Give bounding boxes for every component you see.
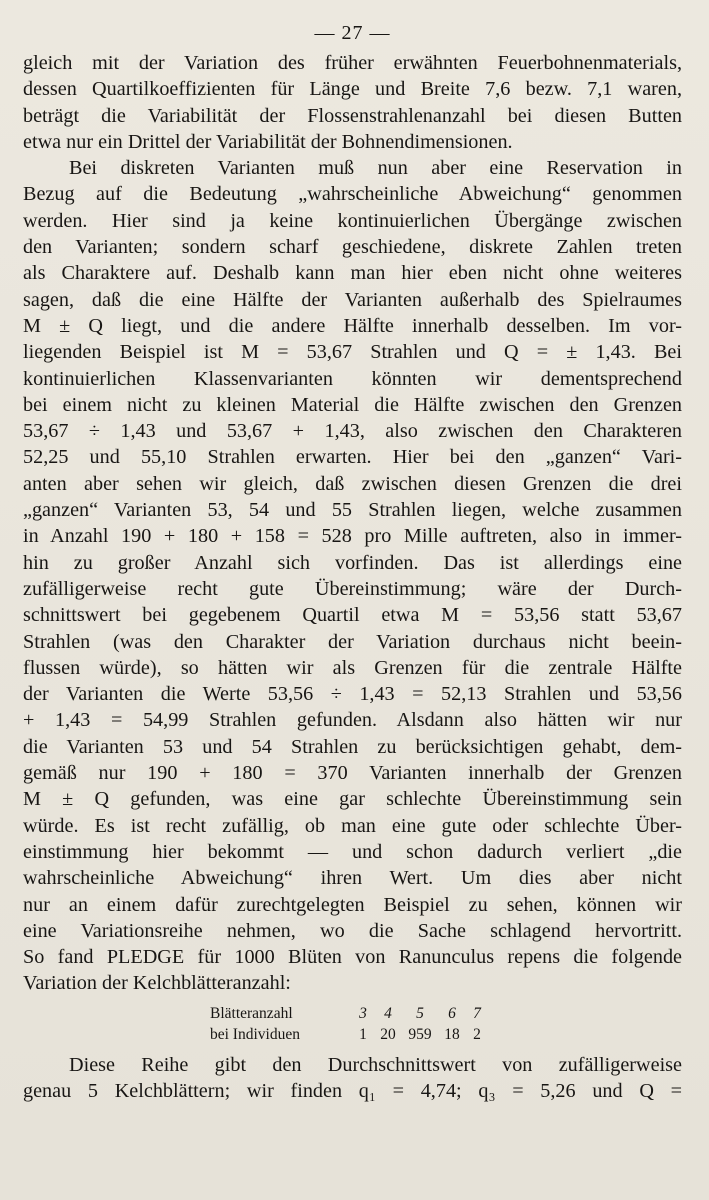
text-line: bei einem nicht zu kleinen Material die Hälfte zwischen den Grenzen <box>23 393 682 416</box>
text-line: M ± Q liegt, und die andere Hälfte innerhalb desselben. Im vor- <box>23 314 682 337</box>
table-row <box>210 1003 682 1024</box>
text-line: Variation der Kelchblätteranzahl: <box>23 972 291 995</box>
text-line: den Varianten; sondern scharf geschiedene, diskrete Zahlen treten <box>23 236 682 259</box>
text-line: würde. Es ist recht zufällig, ob man eine gute oder schlechte Über- <box>23 814 682 837</box>
text-line: nur an einem dafür zurechtgelegten Beispiel zu sehen, können wir <box>23 893 682 916</box>
text-line: 53,67 ÷ 1,43 und 53,67 + 1,43, also zwischen den Charakteren <box>23 420 682 443</box>
text-line: zufälligerweise recht gute Übereinstimmung; wäre der Durch- <box>23 577 682 600</box>
text-line: „ganzen“ Varianten 53, 54 und 55 Strahlen liegen, welche zusammen <box>23 499 682 522</box>
text-line: der Varianten die Werte 53,56 ÷ 1,43 = 52,13 Strahlen und 53,56 <box>23 683 682 706</box>
text-line: + 1,43 = 54,99 Strahlen gefunden. Alsdann also hätten wir nur <box>23 709 682 732</box>
text-line: genau 5 Kelchblättern; wir finden q₁ = 4,74; q₃ = 5,26 und Q = <box>23 1079 682 1102</box>
text-line: Strahlen (was den Charakter der Variation durchaus nicht beein- <box>23 630 682 653</box>
table-cell: 4 <box>384 1004 392 1022</box>
text-line: Bei diskreten Varianten muß nun aber eine Reservation in <box>69 157 682 180</box>
text-line: flussen würde), so hätten wir als Grenzen für die zentrale Hälfte <box>23 656 682 679</box>
text-line: schnittswert bei gegebenem Quartil etwa M = 53,56 statt 53,67 <box>23 604 682 627</box>
row-label: Blätteranzahl <box>210 1004 293 1022</box>
table-cell: 1 <box>359 1025 367 1043</box>
paragraph-2 <box>23 155 682 997</box>
text-line: gemäß nur 190 + 180 = 370 Varianten innerhalb der Grenzen <box>23 762 682 785</box>
text-line: kontinuierlichen Klassenvarianten könnten wir dementsprechend <box>23 367 682 390</box>
text-line: gleich mit der Variation des früher erwähnten Feuerbohnenmaterials, <box>23 52 682 74</box>
text-line: hin zu großer Anzahl sich vorfinden. Das ist allerdings eine <box>23 551 682 574</box>
table-row <box>210 1024 682 1045</box>
text-line: sagen, daß die eine Hälfte der Varianten außerhalb des Spielraumes <box>23 288 682 311</box>
variation-table <box>23 1003 682 1045</box>
text-line: Bezug auf die Bedeutung „wahrscheinliche Abweichung“ genommen <box>23 183 682 206</box>
text-line: M ± Q gefunden, was eine gar schlechte Übereinstimmung sein <box>23 788 682 811</box>
text-line: liegenden Beispiel ist M = 53,67 Strahlen und Q = ± 1,43. Bei <box>23 341 682 364</box>
table-cell: 5 <box>416 1004 424 1022</box>
row-label: bei Individuen <box>210 1025 300 1043</box>
text-line: einstimmung hier bekommt — und schon dadurch verliert „die <box>23 840 682 863</box>
paragraph-1 <box>23 50 682 155</box>
text-line: wahrscheinliche Abweichung“ ihren Wert. Um dies aber nicht <box>23 867 682 890</box>
table-cell: 2 <box>473 1025 481 1043</box>
text-line: dessen Quartilkoeffizienten für Länge und Breite 7,6 bezw. 7,1 waren, <box>23 78 682 101</box>
text-line: etwa nur ein Drittel der Variabilität der Bohnendimensionen. <box>23 130 513 153</box>
table-cell: 959 <box>408 1025 432 1043</box>
table-cell: 6 <box>448 1004 456 1022</box>
table-cell: 7 <box>473 1004 481 1022</box>
text-line: werden. Hier sind ja keine kontinuierlichen Übergänge zwischen <box>23 209 682 232</box>
text-line: eine Variationsreihe nehmen, wo die Sache schlagend hervortritt. <box>23 919 682 942</box>
table-cell: 20 <box>380 1025 396 1043</box>
table-cell: 18 <box>444 1025 460 1043</box>
page-number: — 27 — <box>314 22 391 44</box>
text-line: als Charaktere auf. Deshalb kann man hier eben nicht ohne weiteres <box>23 262 682 285</box>
text-line: So fand PLEDGE für 1000 Blüten von Ranunculus repens die folgende <box>23 946 682 969</box>
text-line: anten aber sehen wir gleich, daß zwischen diesen Grenzen die drei <box>23 472 682 495</box>
text-line: in Anzahl 190 + 180 + 158 = 528 pro Mille auftreten, also in immer- <box>23 525 682 548</box>
paragraph-3 <box>23 1052 682 1105</box>
text-line: beträgt die Variabilität der Flossenstrahlenanzahl bei diesen Butten <box>23 104 682 127</box>
table-cell: 3 <box>359 1004 367 1022</box>
text-line: die Varianten 53 und 54 Strahlen zu berücksichtigen gehabt, dem- <box>23 735 682 758</box>
text-line: Diese Reihe gibt den Durchschnittswert von zufälligerweise <box>69 1053 682 1076</box>
text-line: 52,25 und 55,10 Strahlen erwarten. Hier bei den „ganzen“ Vari- <box>23 446 682 469</box>
